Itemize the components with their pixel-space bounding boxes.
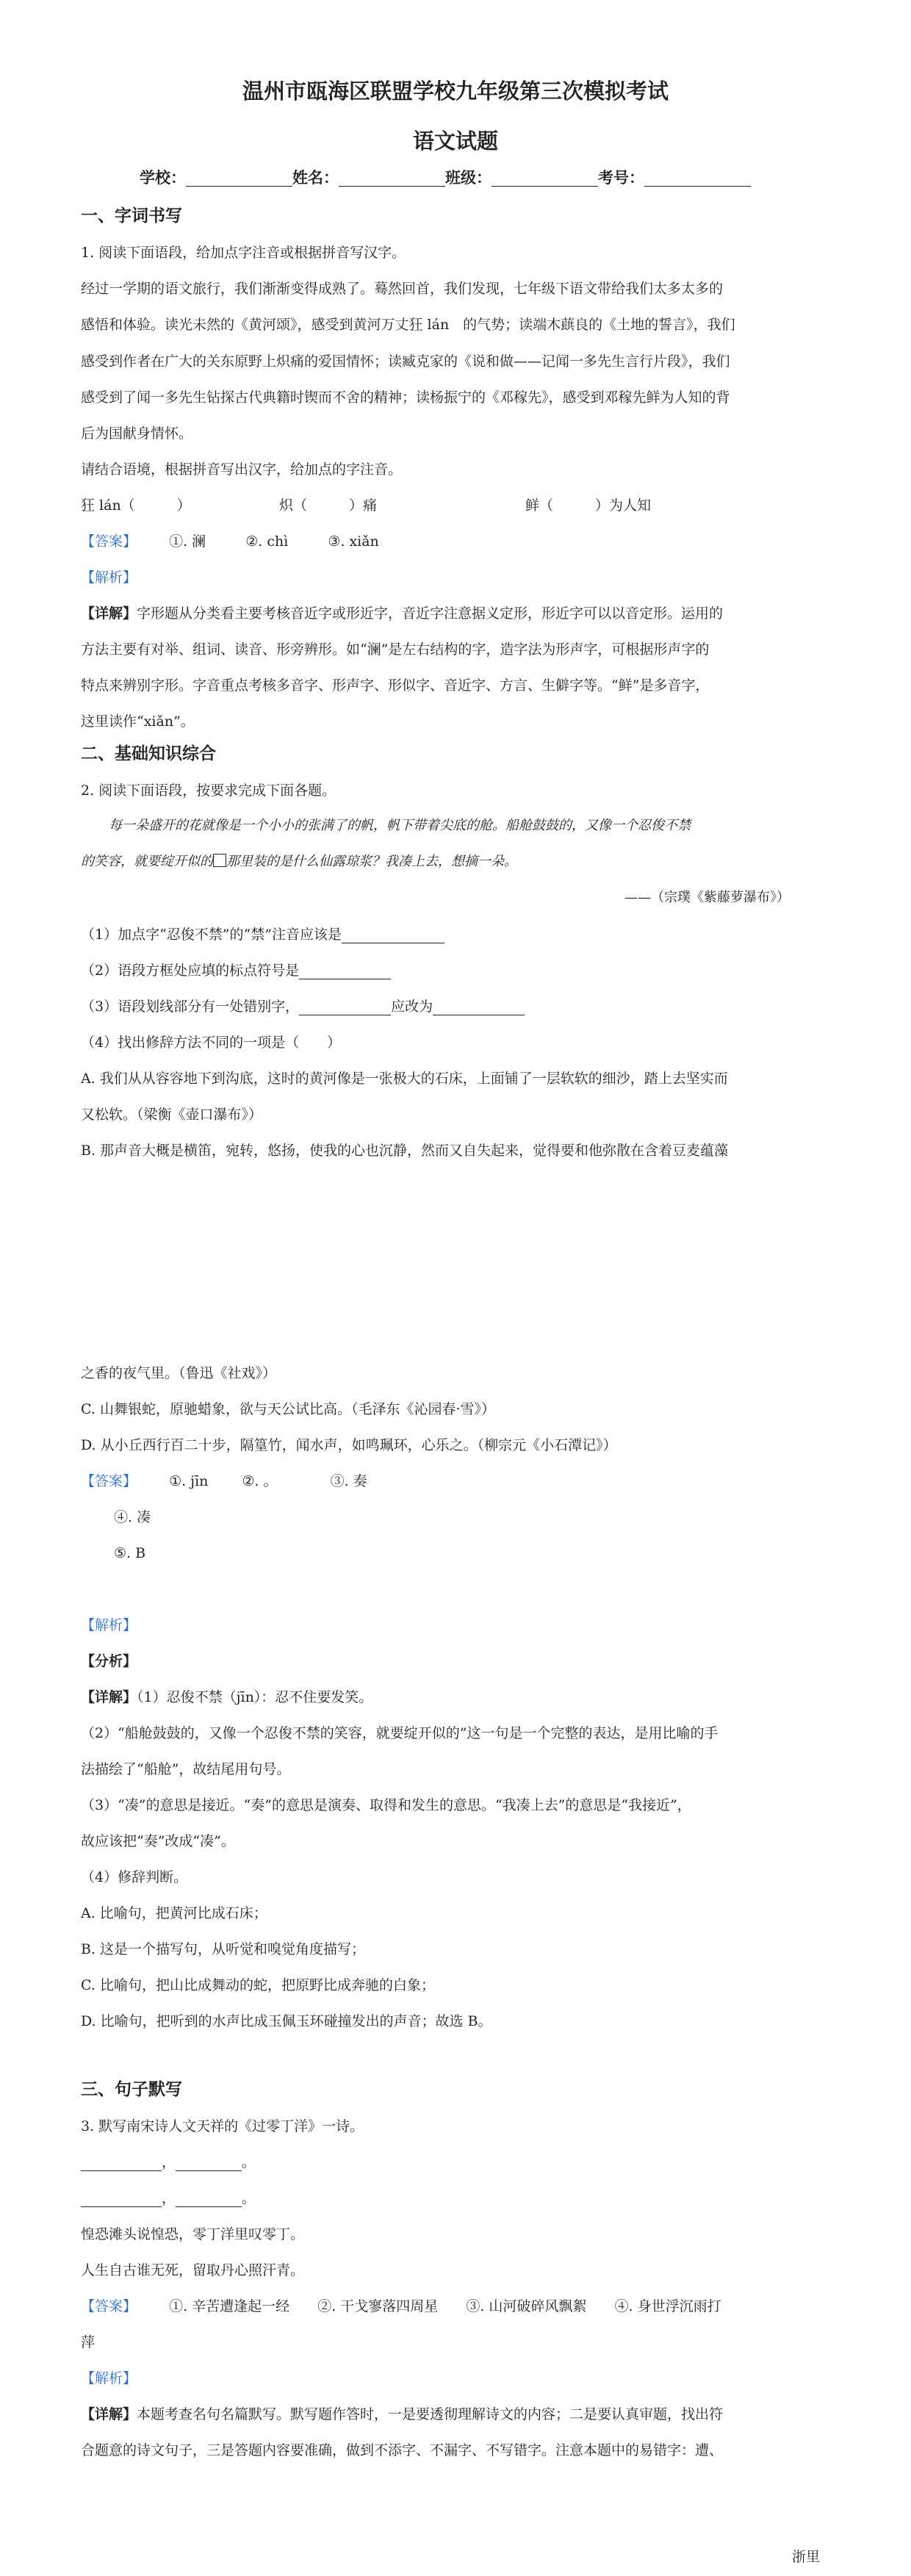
answer-item: ②. 干戈寥落四周星 [317, 2298, 439, 2314]
q2-detail-line: （3）“凑”的意思是接近。“奏”的意思是演奏、取得和发生的意思。“我凑上去”的意思是“我接近”， [81, 1797, 691, 1813]
section1-heading: 一、字词书写 [81, 206, 182, 226]
answer-blank [176, 2156, 242, 2171]
q2-sub2 [81, 962, 391, 979]
q2-option: D. 从小丘西行百二十步，隔篁竹，闻水声，如鸣珮环，心乐之。（柳宗元《小石潭记》） [81, 1437, 617, 1453]
punct: 。 [242, 2154, 256, 2170]
q3-poem-line: 惶恐滩头说惶恐，零丁洋里叹零丁。 [81, 2226, 305, 2242]
sub-text: （3）语段划线部分有一处错别字， [81, 999, 300, 1015]
q2-detail-line: （2）“船舱鼓鼓的，又像一个忍俊不禁的笑容，就要绽开似的”这一句是一个完整的表达，是用比喻的手 [81, 1725, 719, 1741]
q2-option: 之香的夜气里。（鲁迅《社戏》） [81, 1365, 277, 1381]
detail-text: 本题考查名句名篇默写。默写题作答时，一是要透彻理解诗文的内容；二是要认真审题，找出符 [137, 2406, 724, 2422]
q1-item: 炽（ ）痛 [279, 497, 378, 514]
answer-label: 【答案】 [81, 533, 137, 550]
q3-prompt: 3. 默写南宋诗人文天祥的《过零丁洋》一诗。 [81, 2118, 364, 2134]
answer-item: ①. 澜 [169, 533, 206, 550]
answer-label: 【答案】 [81, 2298, 137, 2314]
section3-heading: 三、句子默写 [81, 2080, 182, 2099]
class-label: 班级： [445, 169, 491, 187]
q1-item: 鲜（ ）为人知 [525, 497, 652, 514]
q2-detail-line: B. 这是一个描写句，从听觉和嗅觉角度描写； [81, 1941, 366, 1957]
q2-passage-line [81, 853, 517, 871]
q1-paragraph-line: 感受到了闻一多先生钻探古代典籍时锲而不舍的精神；读杨振宁的《邓稼先》，感受到邓稼先鲜为人知的背 [81, 389, 730, 406]
q2-detail-line: C. 比喻句，把山比成舞动的蛇，把原野比成奔驰的白象； [81, 1977, 435, 1993]
answer-label: 【答案】 [81, 1473, 137, 1489]
answer-item: ③. 奏 [330, 1473, 367, 1489]
q2-detail-line: A. 比喻句，把黄河比成石床； [81, 1905, 267, 1921]
school-label: 学校： [140, 169, 186, 187]
answer-blank [299, 1000, 391, 1015]
q3-detail-line [81, 2406, 723, 2423]
q3-blank-line [81, 2190, 256, 2207]
q2-detail-line: 法描绘了“船舱”，故结尾用句号。 [81, 1761, 291, 1777]
q1-answer-row [81, 533, 379, 550]
punct: ， [162, 2190, 176, 2206]
detail-label: 【详解】 [81, 1689, 137, 1705]
class-blank [491, 171, 598, 187]
answer-item: ②. 。 [242, 1473, 278, 1489]
q3-answer-row [81, 2298, 721, 2315]
passage-text: 的笑容，就要绽开似的 [81, 854, 213, 869]
student-info-fields [140, 169, 751, 187]
q2-option: 又松软。（梁衡《壶口瀑布》） [81, 1107, 263, 1123]
q1-analysis-label: 【解析】 [81, 569, 137, 586]
q1-prompt: 1. 阅读下面语段，给加点字注音或根据拼音写汉字。 [81, 245, 406, 261]
id-label: 考号： [598, 169, 644, 187]
q2-prompt: 2. 阅读下面语段，按要求完成下面各题。 [81, 782, 336, 799]
sub-text: （2）语段方框处应填的标点符号是 [81, 963, 300, 979]
q1-detail-line: 特点来辨别字形。字音重点考核多音字、形声字、形似字、音近字、方言、生僻字等。“鲜”是多音字， [81, 677, 710, 694]
q2-sub4: （4）找出修辞方法不同的一项是（ ） [81, 1035, 342, 1051]
sub-text: （1）加点字“忍俊不禁”的“禁”注音应该是 [81, 927, 342, 943]
answer-item: ③. xiǎn [328, 533, 379, 550]
exam-subtitle: 语文试题 [412, 129, 498, 154]
detail-text: （1）忍俊不禁（jīn）：忍不住要发笑。 [137, 1689, 373, 1705]
q2-source: ——（宗璞《紫藤萝瀑布》） [624, 890, 790, 905]
answer-item: ①. jīn [169, 1473, 209, 1489]
punct: ， [162, 2154, 176, 2170]
school-blank [186, 171, 292, 187]
detail-label: 【详解】 [81, 2406, 137, 2422]
q2-passage-line: 每一朵盛开的花就像是一个小小的张满了的帆，帆下带着尖底的舱。船舱鼓鼓的，又像一个忍俊不禁 [109, 818, 691, 833]
answer-blank [433, 1000, 525, 1015]
q1-instruction: 请结合语境，根据拼音写出汉字，给加点的字注音。 [81, 461, 403, 478]
q2-option: B. 那声音大概是横笛，宛转，悠扬，使我的心也沉静，然而又自失起来，觉得要和他弥散在含着豆麦蕴藻 [81, 1143, 729, 1159]
q1-detail-line: 这里读作“xiǎn”。 [81, 713, 195, 730]
q1-detail-line: 方法主要有对举、组词、读音、形旁辨形。如“澜”是左右结构的字，造字法为形声字，可根据形声字的 [81, 641, 710, 658]
answer-item: ②. chì [245, 533, 289, 550]
q3-answer-cont: 萍 [81, 2334, 96, 2350]
q2-fenxi-label: 【分析】 [81, 1653, 137, 1669]
q1-paragraph-line: 经过一学期的语文旅行，我们渐渐变得成熟了。蓦然回首，我们发现，七年级下语文带给我们太多太多的 [81, 281, 724, 297]
detail-label: 【详解】 [81, 605, 137, 622]
q2-answer-row [81, 1472, 367, 1490]
q2-detail-line: （4）修辞判断。 [81, 1869, 188, 1885]
name-blank [339, 171, 445, 187]
q1-paragraph-line: 后为国献身情怀。 [81, 425, 193, 442]
q2-detail-line: D. 比喻句，把听到的水声比成玉佩玉环碰撞发出的声音；故选 B。 [81, 2013, 492, 2029]
answer-item: ①. 辛苦遭逢起一经 [169, 2298, 290, 2314]
q1-item: 狂 lán（ ） [81, 497, 191, 514]
q2-sub3 [81, 998, 525, 1015]
punctuation-box [213, 854, 226, 867]
answer-item: ④. 身世浮沉雨打 [614, 2298, 721, 2314]
q3-blank-line [81, 2154, 256, 2171]
q2-detail-line: 故应该把“奏”改成“凑”。 [81, 1833, 235, 1849]
answer-blank [81, 2156, 162, 2171]
name-label: 姓名： [292, 169, 339, 187]
detail-text: 字形题从分类看主要考核音近字或形近字，音近字注意据义定形，形近字可以以音定形。运用的 [137, 605, 724, 622]
answer-blank [81, 2192, 162, 2207]
q2-analysis-label: 【解析】 [81, 1617, 137, 1633]
answer-blank [342, 928, 444, 943]
q2-option: C. 山舞银蛇，原驰蜡象，欲与天公试比高。（毛泽东《沁园春·雪》） [81, 1401, 495, 1417]
sub-text: 应改为 [391, 999, 433, 1015]
passage-text: 那里装的是什么仙露琼浆？我凑上去，想摘一朵。 [226, 854, 517, 869]
q1-paragraph-line: 感受到作者在广大的关东原野上炽痛的爱国情怀；读臧克家的《说和做——记闻一多先生言行片段》，我们 [81, 353, 730, 370]
q2-detail-line [81, 1688, 372, 1706]
q1-paragraph-line: 感悟和体验。读光未然的《黄河颂》，感受到黄河万丈狂 lán 的气势；读端木蕻良的《土地的誓言》，我们 [81, 317, 735, 333]
footer-corner-text: 浙里 [792, 2549, 821, 2565]
exam-title: 温州市瓯海区联盟学校九年级第三次模拟考试 [242, 79, 669, 104]
q1-detail-line [81, 605, 723, 622]
q2-sub1 [81, 926, 444, 943]
q2-answer-item: ④. 凑 [114, 1509, 151, 1525]
q3-analysis-label: 【解析】 [81, 2370, 137, 2386]
answer-item: ③. 山河破碎风飘絮 [466, 2298, 587, 2314]
q2-option: A. 我们从从容容地下到沟底，这时的黄河像是一张极大的石床，上面铺了一层软软的细沙，踏上去坚实而 [81, 1071, 728, 1087]
q2-answer-item: ⑤. B [114, 1545, 146, 1561]
answer-blank [176, 2192, 242, 2207]
section2-heading: 二、基础知识综合 [81, 744, 216, 763]
punct: 。 [242, 2190, 256, 2206]
q3-detail-line: 合题意的诗文句子，三是答题内容要准确，做到不添字、不漏字、不写错字。注意本题中的易错字：遭、 [81, 2442, 724, 2458]
q3-poem-line: 人生自古谁无死，留取丹心照汗青。 [81, 2262, 305, 2278]
answer-blank [299, 964, 391, 979]
id-blank [644, 171, 751, 187]
